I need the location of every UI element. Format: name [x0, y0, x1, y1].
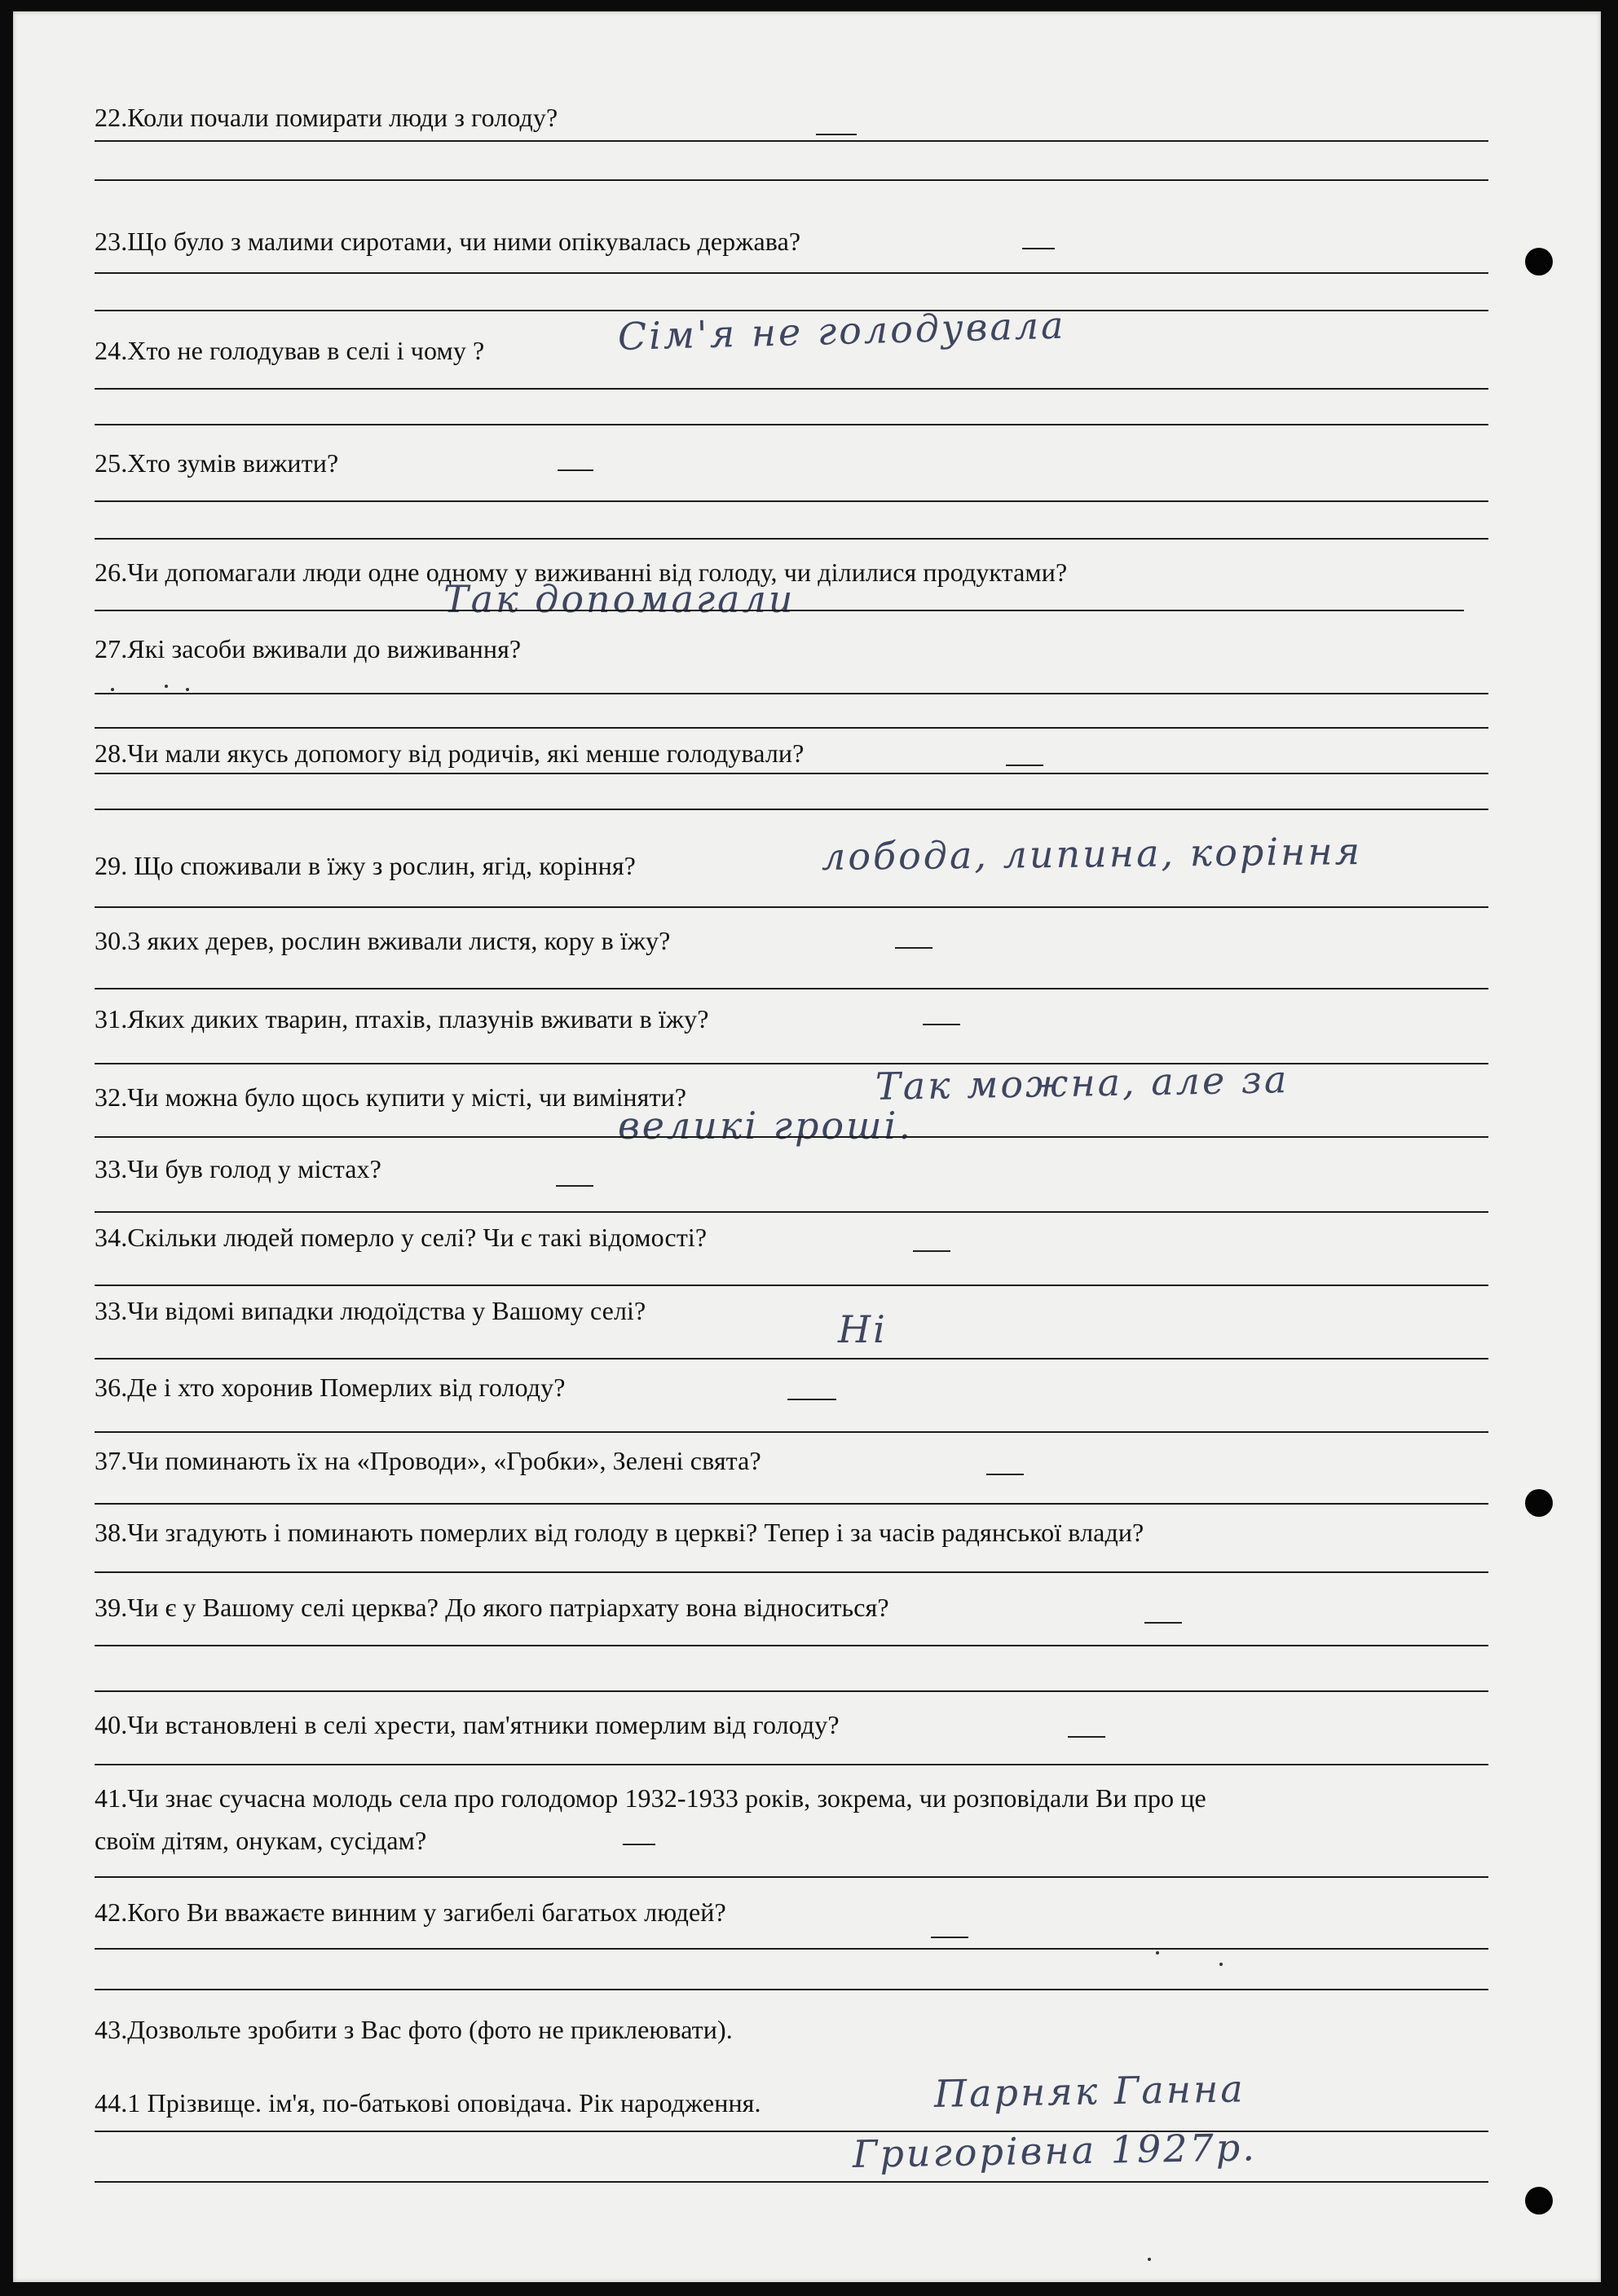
paper-speck — [1219, 1963, 1223, 1966]
punch-hole-middle — [1525, 1489, 1553, 1517]
question-28: 28.Чи мали якусь допомогу від родичів, які менше голодували? — [95, 738, 805, 768]
paper-speck — [186, 688, 189, 691]
paper-speck — [1156, 1951, 1159, 1954]
question-43: 43.Дозвольте зробити з Вас фото (фото не приклеювати). — [95, 2015, 733, 2044]
question-26: 26.Чи допомагали люди одне одному у виживанні від голоду, чи ділилися продуктами? — [95, 557, 1068, 587]
question-29: 29. Що споживали в їжу з рослин, ягід, коріння? — [95, 851, 636, 880]
answer-dash — [816, 134, 857, 135]
question-22: 22.Коли почали помирати люди з голоду? — [95, 103, 558, 132]
answer-line — [95, 2131, 1488, 2132]
question-39: 39.Чи є у Вашому селі церква? До якого патріархату вона відноситься? — [95, 1593, 889, 1622]
answer-line — [95, 1358, 1488, 1360]
answer-dash — [931, 1937, 968, 1938]
answer-line — [95, 140, 1488, 142]
answer-dash — [923, 1024, 960, 1025]
question-31: 31.Яких диких тварин, птахів, плазунів вживати в їжу? — [95, 1004, 709, 1033]
answer-26-handwriting: Так допомагали — [443, 577, 796, 621]
answer-44-handwriting-line2: Григорівна 1927р. — [852, 2125, 1258, 2176]
answer-dash — [1022, 248, 1055, 249]
question-44: 44.1 Прізвище. ім'я, по-батькові оповідача. Рік народження. — [95, 2088, 761, 2118]
answer-dash — [1006, 765, 1043, 766]
answer-24-handwriting: Сім'я не голодувала — [617, 302, 1067, 359]
question-24: 24.Хто не голодував в селі і чому ? — [95, 336, 485, 365]
answer-dash — [1068, 1736, 1105, 1738]
answer-dash — [913, 1250, 950, 1252]
answer-line — [95, 1285, 1488, 1286]
question-32: 32.Чи можна було щось купити у місті, чи виміняти? — [95, 1082, 687, 1112]
answer-line — [95, 500, 1488, 502]
answer-32-handwriting-line2: великі гроші. — [618, 1104, 914, 1148]
answer-line — [95, 1136, 1488, 1138]
answer-dash — [558, 469, 593, 471]
question-33-cannibalism: 33.Чи відомі випадки людоїдства у Вашому селі? — [95, 1296, 646, 1325]
answer-line — [95, 1690, 1488, 1692]
question-40: 40.Чи встановлені в селі хрести, пам'ятники померлим від голоду? — [95, 1710, 840, 1739]
answer-line — [95, 906, 1488, 908]
paper-speck — [165, 685, 168, 688]
answer-33b-handwriting: Ні — [838, 1307, 888, 1351]
answer-line — [95, 179, 1488, 181]
answer-line — [95, 1948, 1488, 1950]
question-36: 36.Де і хто хоронив Померлих від голоду? — [95, 1373, 566, 1402]
answer-line — [95, 1211, 1488, 1213]
question-25: 25.Хто зумів вижити? — [95, 448, 339, 478]
answer-line — [95, 1876, 1488, 1878]
question-27: 27.Які засоби вживали до виживання? — [95, 634, 522, 663]
question-33-cities: 33.Чи був голод у містах? — [95, 1154, 381, 1183]
answer-line — [95, 1431, 1488, 1433]
answer-line — [95, 1645, 1488, 1646]
answer-line — [95, 809, 1488, 810]
paper-speck — [111, 688, 114, 691]
answer-line — [95, 727, 1488, 729]
answer-line — [95, 538, 1488, 540]
answer-dash — [1144, 1622, 1182, 1624]
answer-line — [95, 388, 1488, 390]
question-34: 34.Скільки людей померло у селі? Чи є такі відомості? — [95, 1223, 708, 1252]
answer-44-handwriting-line1: Парняк Ганна — [933, 2066, 1246, 2116]
punch-hole-bottom — [1525, 2187, 1553, 2214]
answer-dash — [556, 1185, 593, 1187]
answer-line — [95, 1571, 1488, 1573]
question-37: 37.Чи поминають їх на «Проводи», «Гробки», Зелені свята? — [95, 1446, 761, 1475]
answer-line — [95, 424, 1488, 425]
question-41-line1: 41.Чи знає сучасна молодь села про голодомор 1932-1933 років, зокрема, чи розповідали Ви про це — [95, 1783, 1206, 1813]
question-30: 30.3 яких дерев, рослин вживали листя, кору в їжу? — [95, 926, 671, 955]
answer-line — [95, 1989, 1488, 1990]
answer-line — [95, 988, 1488, 989]
answer-line — [95, 272, 1488, 274]
question-42: 42.Кого Ви вважаєте винним у загибелі багатьох людей? — [95, 1897, 726, 1927]
questionnaire-page — [13, 11, 1601, 2282]
answer-dash — [986, 1474, 1024, 1475]
answer-line — [95, 610, 1464, 611]
answer-line — [95, 1764, 1488, 1765]
question-38: 38.Чи згадують і поминають померлих від голоду в церкві? Тепер і за часів радянської влади? — [95, 1518, 1144, 1547]
answer-dash — [895, 947, 932, 949]
answer-dash — [787, 1399, 836, 1400]
paper-speck — [1148, 2258, 1151, 2261]
answer-29-handwriting: лобода, липина, коріння — [821, 829, 1363, 879]
punch-hole-top — [1525, 248, 1553, 275]
question-41-line2: своїм дітям, онукам, сусідам? — [95, 1826, 427, 1855]
answer-dash — [623, 1844, 655, 1845]
answer-line — [95, 693, 1488, 694]
answer-32-handwriting-line1: Так можна, але за — [875, 1057, 1290, 1108]
answer-line — [95, 2181, 1488, 2183]
answer-line — [95, 773, 1488, 774]
question-23: 23.Що було з малими сиротами, чи ними опікувалась держава? — [95, 227, 801, 256]
answer-line — [95, 1503, 1488, 1505]
